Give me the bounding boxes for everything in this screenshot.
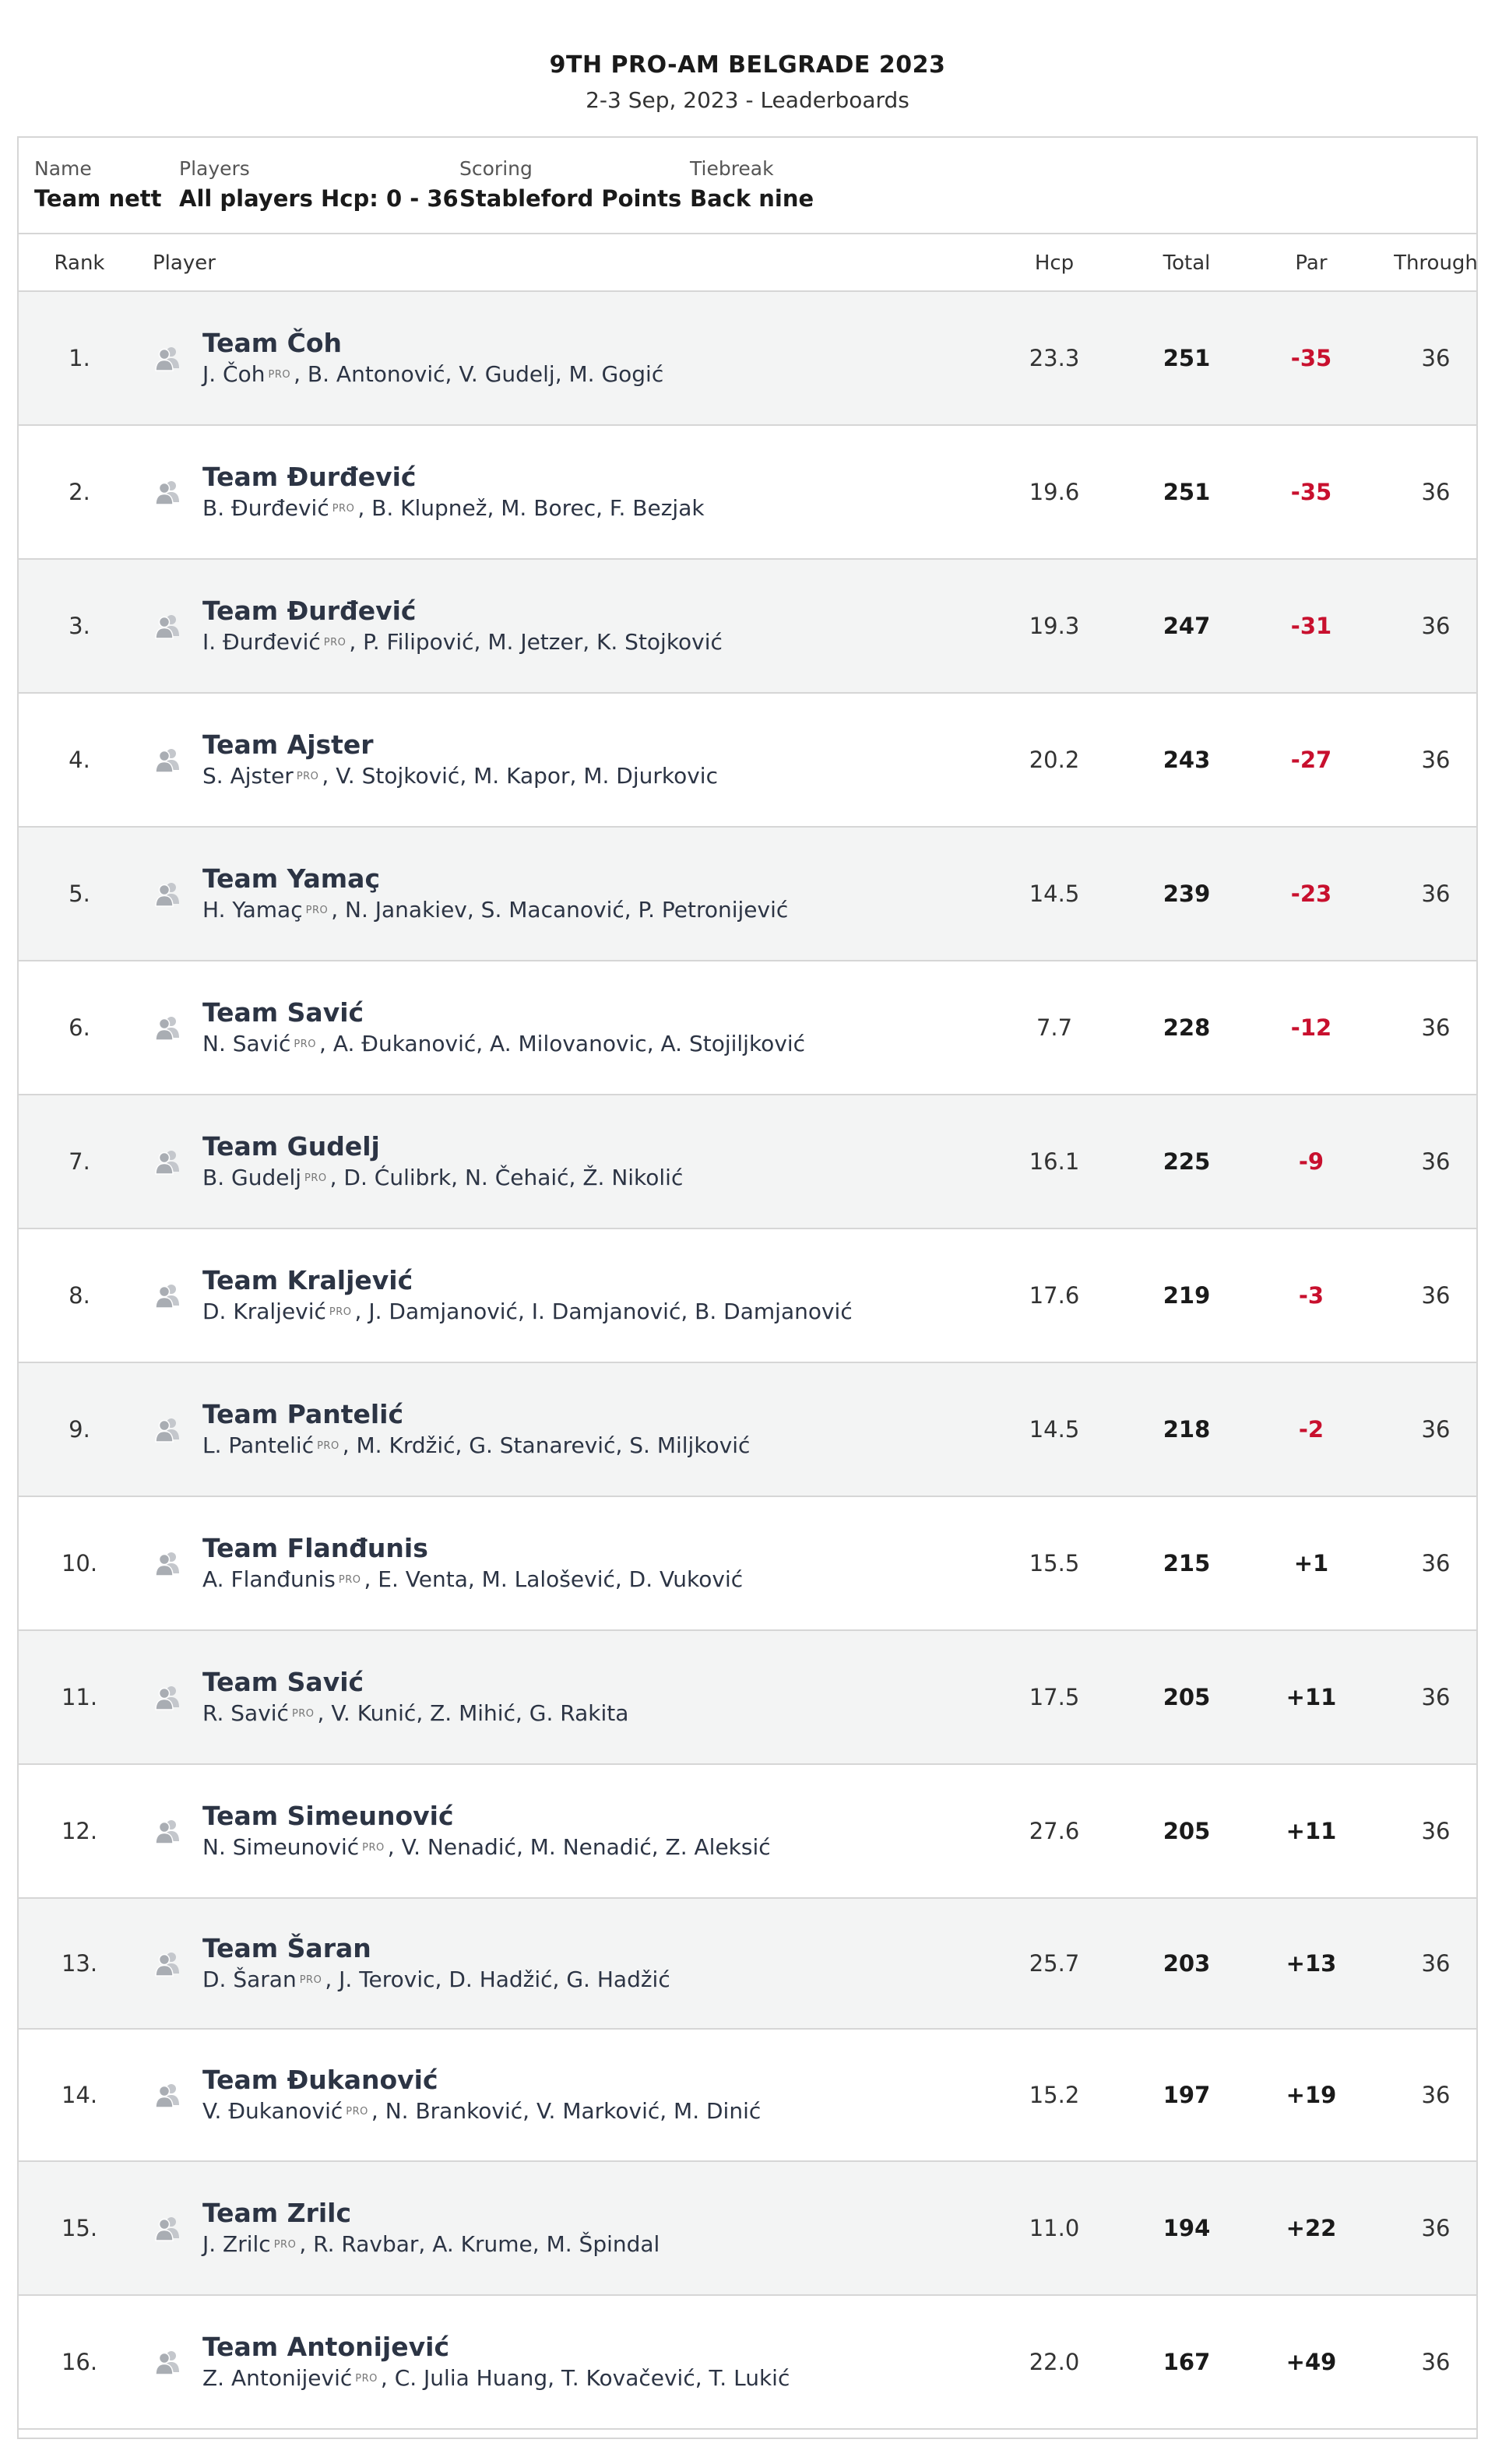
team-icon [151, 1497, 185, 1629]
pro-tag: PRO [299, 1974, 322, 1986]
rank-cell: 10. [61, 1550, 98, 1576]
team-icon [151, 426, 185, 558]
par-cell: +19 [1286, 2082, 1337, 2108]
team-members [202, 2364, 790, 2394]
rank-cell: 11. [61, 1684, 98, 1710]
amateur-players: , C. Julia Huang, T. Kovačević, T. Lukić [380, 2364, 790, 2391]
team-name[interactable]: Team Šaran [202, 1932, 371, 1963]
rank-cell: 2. [69, 479, 90, 505]
team-icon [151, 560, 185, 692]
pro-player-name: I. Đurđević [202, 628, 321, 655]
rank-cell: 6. [69, 1014, 90, 1041]
pro-tag: PRO [296, 770, 319, 782]
table-row-11[interactable] [19, 1631, 1476, 1765]
through-cell: 36 [1421, 1684, 1451, 1710]
hcp-cell: 17.6 [1029, 1282, 1080, 1309]
player-cell [202, 1363, 981, 1496]
player-cell [202, 1899, 981, 2028]
table-row-12[interactable] [19, 1765, 1476, 1899]
rank-cell: 1. [69, 345, 90, 371]
through-cell: 36 [1421, 345, 1451, 371]
total-cell: 219 [1163, 1282, 1211, 1309]
amateur-players: , A. Đukanović, A. Milovanovic, A. Stojiljković [319, 1030, 806, 1056]
team-members [202, 1565, 743, 1595]
pro-tag: PRO [323, 636, 346, 649]
hcp-cell: 7.7 [1036, 1014, 1073, 1041]
pro-player-name: N. Savić [202, 1030, 291, 1056]
through-cell: 36 [1421, 1416, 1451, 1443]
team-members [202, 2097, 761, 2127]
player-cell [202, 426, 981, 558]
par-cell: -12 [1290, 1014, 1332, 1041]
team-icon [151, 1229, 185, 1362]
team-name[interactable]: Team Zrilc [202, 2197, 352, 2228]
rank-cell: 16. [61, 2349, 98, 2375]
total-cell: 205 [1163, 1818, 1211, 1844]
pro-tag: PRO [362, 1841, 385, 1854]
hcp-cell: 23.3 [1029, 345, 1080, 371]
page-title: 9TH PRO-AM BELGRADE 2023 [549, 51, 946, 79]
column-header-total[interactable]: Total [1163, 251, 1211, 275]
amateur-players: , D. Ćulibrk, N. Čehaić, Ž. Nikolić [329, 1164, 684, 1190]
player-cell [202, 694, 981, 826]
amateur-players: , N. Branković, V. Marković, M. Dinić [371, 2097, 762, 2124]
team-name[interactable]: Team Simeunović [202, 1800, 454, 1831]
player-cell [202, 828, 981, 960]
player-cell [202, 292, 981, 424]
total-cell: 251 [1163, 345, 1211, 371]
amateur-players: , P. Filipović, M. Jetzer, K. Stojković [349, 628, 723, 655]
through-cell: 36 [1421, 1818, 1451, 1844]
amateur-players: , J. Terovic, D. Hadžić, G. Hadžić [325, 1966, 670, 1992]
through-cell: 36 [1421, 881, 1451, 907]
pro-player-name: H. Yamaç [202, 896, 303, 923]
par-cell: +49 [1286, 2349, 1337, 2375]
through-cell: 36 [1421, 613, 1451, 639]
rank-cell: 5. [69, 881, 90, 907]
amateur-players: , V. Kunić, Z. Mihić, G. Rakita [317, 1699, 629, 1726]
total-cell: 197 [1163, 2082, 1211, 2108]
pro-tag: PRO [338, 1573, 361, 1586]
team-members [202, 761, 718, 792]
team-name[interactable]: Team Savić [202, 1666, 364, 1697]
player-cell [202, 2030, 981, 2160]
team-name[interactable]: Team Savić [202, 996, 364, 1028]
through-cell: 36 [1421, 2349, 1451, 2375]
table-row-14[interactable] [19, 2030, 1476, 2162]
team-members [202, 1029, 805, 1060]
team-members [202, 1699, 628, 1729]
total-cell: 167 [1163, 2349, 1211, 2375]
through-cell: 36 [1421, 1282, 1451, 1309]
team-members [202, 494, 705, 524]
par-cell: -3 [1298, 1282, 1324, 1309]
table-body [19, 292, 1476, 2430]
column-header-par[interactable]: Par [1295, 251, 1328, 275]
rank-cell: 12. [61, 1818, 98, 1844]
pro-player-name: B. Gudelj [202, 1164, 302, 1190]
pro-player-name: S. Ajster [202, 762, 294, 789]
column-header-hcp[interactable]: Hcp [1034, 251, 1075, 275]
total-cell: 228 [1163, 1014, 1211, 1041]
info-tiebreak-value: Back nine [690, 185, 814, 212]
par-cell: +11 [1286, 1818, 1337, 1844]
par-cell: -35 [1290, 345, 1332, 371]
team-icon [151, 1095, 185, 1228]
pro-player-name: Z. Antonijević [202, 2364, 353, 2391]
pro-tag: PRO [304, 1172, 327, 1184]
page-subtitle: 2-3 Sep, 2023 - Leaderboards [586, 87, 909, 113]
through-cell: 36 [1421, 1550, 1451, 1576]
pro-tag: PRO [273, 2238, 297, 2251]
hcp-cell: 20.2 [1029, 747, 1080, 773]
par-cell: -35 [1290, 479, 1332, 505]
pro-tag: PRO [317, 1439, 339, 1452]
hcp-cell: 19.3 [1029, 613, 1080, 639]
player-cell [202, 560, 981, 692]
table-row-8[interactable] [19, 1229, 1476, 1363]
pro-tag: PRO [346, 2105, 368, 2118]
through-cell: 36 [1421, 2215, 1451, 2241]
pro-player-name: N. Simeunović [202, 1833, 360, 1860]
amateur-players: , J. Damjanović, I. Damjanović, B. Damjanović [354, 1298, 853, 1324]
pro-tag: PRO [268, 368, 291, 381]
pro-player-name: J. Zrilc [202, 2230, 271, 2257]
team-name[interactable]: Team Đurđević [202, 461, 417, 492]
team-name[interactable]: Team Yamaç [202, 863, 381, 894]
par-cell: +13 [1286, 1950, 1337, 1977]
info-players-value: All players Hcp: 0 - 36 [179, 185, 459, 212]
team-icon [151, 828, 185, 960]
info-tiebreak-label: Tiebreak [690, 157, 774, 180]
team-icon [151, 2030, 185, 2160]
team-members [202, 2230, 660, 2260]
par-cell: -27 [1290, 747, 1332, 773]
column-header-player[interactable]: Player [153, 251, 216, 275]
through-cell: 36 [1421, 1014, 1451, 1041]
amateur-players: , E. Venta, M. Lalošević, D. Vuković [364, 1566, 744, 1592]
hcp-cell: 25.7 [1029, 1950, 1080, 1977]
team-icon [151, 2162, 185, 2294]
team-name[interactable]: Team Ajster [202, 729, 374, 760]
through-cell: 36 [1421, 2082, 1451, 2108]
total-cell: 205 [1163, 1684, 1211, 1710]
team-name[interactable]: Team Pantelić [202, 1398, 404, 1429]
total-cell: 251 [1163, 479, 1211, 505]
table-row-5[interactable] [19, 828, 1476, 961]
team-icon [151, 292, 185, 424]
team-name[interactable]: Team Čoh [202, 327, 343, 358]
table-header [19, 234, 1476, 292]
total-cell: 194 [1163, 2215, 1211, 2241]
team-name[interactable]: Team Kraljević [202, 1264, 413, 1295]
pro-tag: PRO [332, 502, 355, 515]
player-cell [202, 2296, 981, 2428]
table-row-7[interactable] [19, 1095, 1476, 1229]
team-icon [151, 1363, 185, 1496]
table-row-16[interactable] [19, 2296, 1476, 2430]
player-cell [202, 1497, 981, 1629]
hcp-cell: 15.2 [1029, 2082, 1080, 2108]
table-row-3[interactable] [19, 560, 1476, 694]
rank-cell: 9. [69, 1416, 90, 1443]
table-row-1[interactable] [19, 292, 1476, 426]
rank-cell: 14. [61, 2082, 98, 2108]
through-cell: 36 [1421, 479, 1451, 505]
par-cell: -2 [1298, 1416, 1324, 1443]
pro-tag: PRO [305, 904, 329, 916]
table-row-2[interactable] [19, 426, 1476, 560]
total-cell: 215 [1163, 1550, 1211, 1576]
team-members [202, 1297, 853, 1327]
rank-cell: 8. [69, 1282, 90, 1309]
leaderboard [17, 136, 1478, 2439]
team-name[interactable]: Team Đukanović [202, 2064, 438, 2095]
table-row-9[interactable] [19, 1363, 1476, 1497]
amateur-players: , B. Antonović, V. Gudelj, M. Gogić [294, 360, 664, 387]
hcp-cell: 15.5 [1029, 1550, 1080, 1576]
par-cell: -31 [1290, 613, 1332, 639]
team-members [202, 360, 663, 390]
pro-tag: PRO [355, 2372, 378, 2385]
table-row-4[interactable] [19, 694, 1476, 828]
team-members [202, 1431, 750, 1461]
through-cell: 36 [1421, 1950, 1451, 1977]
team-members [202, 1965, 670, 1995]
table-row-15[interactable] [19, 2162, 1476, 2296]
info-players-label: Players [179, 157, 250, 180]
total-cell: 239 [1163, 881, 1211, 907]
hcp-cell: 16.1 [1029, 1148, 1080, 1175]
par-cell: -23 [1290, 881, 1332, 907]
info-scoring [459, 155, 681, 214]
rank-cell: 4. [69, 747, 90, 773]
through-cell: 36 [1421, 1148, 1451, 1175]
pro-player-name: B. Đurđević [202, 494, 329, 521]
info-name-label: Name [34, 157, 92, 180]
hcp-cell: 14.5 [1029, 1416, 1080, 1443]
info-tiebreak [690, 155, 814, 214]
info-players [179, 155, 459, 214]
hcp-cell: 22.0 [1029, 2349, 1080, 2375]
team-members [202, 895, 788, 926]
team-members [202, 1163, 683, 1193]
table-row-6[interactable] [19, 961, 1476, 1095]
team-icon [151, 961, 185, 1094]
total-cell: 225 [1163, 1148, 1211, 1175]
par-cell: +1 [1293, 1550, 1329, 1576]
amateur-players: , M. Krdžić, G. Stanarević, S. Miljković [342, 1432, 751, 1458]
pro-player-name: J. Čoh [202, 360, 266, 387]
par-cell: +11 [1286, 1684, 1337, 1710]
column-header-through[interactable]: Through [1394, 251, 1478, 275]
team-icon [151, 1899, 185, 2028]
total-cell: 203 [1163, 1950, 1211, 1977]
team-name[interactable]: Team Đurđević [202, 595, 417, 626]
info-scoring-label: Scoring [459, 157, 533, 180]
total-cell: 247 [1163, 613, 1211, 639]
pro-player-name: V. Đukanović [202, 2097, 343, 2124]
hcp-cell: 19.6 [1029, 479, 1080, 505]
amateur-players: , R. Ravbar, A. Krume, M. Špindal [299, 2230, 660, 2257]
player-cell [202, 1229, 981, 1362]
total-cell: 218 [1163, 1416, 1211, 1443]
par-cell: -9 [1298, 1148, 1324, 1175]
player-cell [202, 2162, 981, 2294]
amateur-players: , B. Klupnež, M. Borec, F. Bezjak [357, 494, 705, 521]
info-scoring-value: Stableford Points [459, 185, 682, 212]
hcp-cell: 14.5 [1029, 881, 1080, 907]
team-members [202, 627, 723, 658]
info-name-value: Team nett [34, 185, 162, 212]
hcp-cell: 27.6 [1029, 1818, 1080, 1844]
table-row-13[interactable] [19, 1899, 1476, 2030]
through-cell: 36 [1421, 747, 1451, 773]
amateur-players: , V. Stojković, M. Kapor, M. Djurkovic [322, 762, 718, 789]
pro-tag: PRO [291, 1707, 315, 1720]
hcp-cell: 11.0 [1029, 2215, 1080, 2241]
player-cell [202, 961, 981, 1094]
pro-player-name: D. Kraljević [202, 1298, 326, 1324]
team-icon [151, 2296, 185, 2428]
par-cell: +22 [1286, 2215, 1337, 2241]
amateur-players: , N. Janakiev, S. Macanović, P. Petronijević [331, 896, 789, 923]
pro-player-name: L. Pantelić [202, 1432, 315, 1458]
rank-cell: 13. [61, 1950, 98, 1977]
total-cell: 243 [1163, 747, 1211, 773]
rank-cell: 3. [69, 613, 90, 639]
info-name [34, 155, 162, 214]
player-cell [202, 1095, 981, 1228]
team-icon [151, 1631, 185, 1763]
team-name[interactable]: Team Gudelj [202, 1130, 380, 1162]
column-header-rank[interactable]: Rank [54, 251, 105, 275]
team-icon [151, 694, 185, 826]
player-cell [202, 1631, 981, 1763]
rank-cell: 15. [61, 2215, 98, 2241]
hcp-cell: 17.5 [1029, 1684, 1080, 1710]
pro-tag: PRO [329, 1306, 352, 1318]
rank-cell: 7. [69, 1148, 90, 1175]
team-icon [151, 1765, 185, 1897]
amateur-players: , V. Nenadić, M. Nenadić, Z. Aleksić [387, 1833, 771, 1860]
pro-player-name: D. Šaran [202, 1966, 297, 1992]
team-name[interactable]: Team Flanđunis [202, 1532, 428, 1563]
leaderboard-info-bar [19, 138, 1476, 234]
team-members [202, 1833, 771, 1863]
pro-tag: PRO [294, 1038, 317, 1050]
table-row-10[interactable] [19, 1497, 1476, 1631]
player-cell [202, 1765, 981, 1897]
pro-player-name: A. Flanđunis [202, 1566, 336, 1592]
pro-player-name: R. Savić [202, 1699, 289, 1726]
team-name[interactable]: Team Antonijević [202, 2331, 450, 2362]
